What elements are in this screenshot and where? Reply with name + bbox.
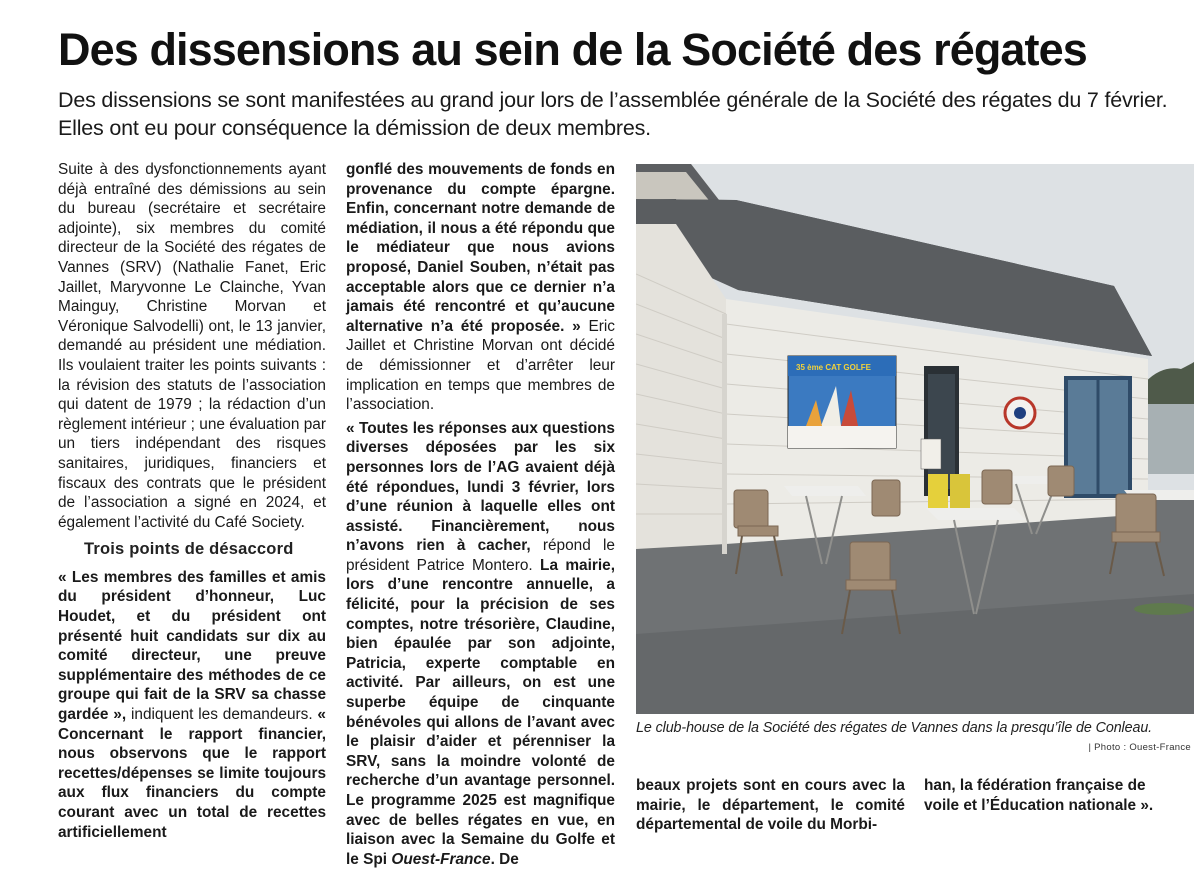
paragraph-intro: Suite à des dysfonctionnements ayant déjà entraîné des démissions au sein du bureau (secrétaire et secrétaire adjointe), six membres du comité directeur de la Société des régates de Vannes (SRV) (Nathalie Fanet, Eric Jaillet, Maryvonne Le Clainche, Yvan Mainguy, Christine Morvan et Véronique Salvodelli) ont, le 13 janvier, demandé au président une médiation. Ils voulaient traiter les points suivants : la révision des statuts de l’association qui datent de 1979 ; la rédaction d’un règlement intérieur ; une évaluation par un tiers indépendant des risques sanitaires, juridiques, financiers et fiscaux des contrats que le président de l’association a signé en 2024, et également l’activité du Café Society. bbox=[58, 161, 326, 531]
closing-text: han, la fédération française de voile et l’Éducation nationale ». bbox=[924, 777, 1154, 814]
president-quote-2: La mairie, lors d’une rencontre annuelle, a félicité, pour la précision de ses comptes, notre trésorière, Claudine, bien épaulée par son adjointe, Patricia, experte comptable en activité. Par ailleurs, on est une superbe équipe de cinquante bénévoles qui allons de l’avant avec le plaisir d’aider et pérenniser la SRV, sans la moindre volonté de recherche d’un avantage personnel. Le programme 2025 est magnifique avec de belles régates en vue, en liaison avec la Semaine du Golfe et le Spi bbox=[346, 556, 615, 868]
headline: Des dissensions au sein de la Société des régates bbox=[58, 24, 1087, 75]
resignation-text: Eric Jaillet et Christine Morvan ont décidé de démissionner et d’arrêter leur implication en temps que membres de l’association. bbox=[346, 317, 615, 414]
subheading: Trois points de désaccord bbox=[84, 540, 294, 559]
clubhouse-illustration bbox=[636, 164, 1194, 714]
clubhouse-photo bbox=[636, 164, 1194, 714]
quote-bold-2: « Concernant le rapport financier, nous observons que le rapport recettes/dépenses se limite toujours aux flux financiers du compte courant avec un total de recettes artificiellement bbox=[58, 706, 326, 841]
president-quote-3: . De bbox=[490, 850, 519, 868]
column-4 bbox=[924, 776, 1172, 815]
photo-caption: Le club-house de la Société des régates de Vannes dans la presqu’île de Conleau. bbox=[636, 720, 1153, 736]
president-attribution: répond le président Patrice Montero. bbox=[346, 537, 615, 574]
column-2 bbox=[346, 160, 615, 869]
paragraph-quote-cont bbox=[346, 160, 615, 415]
paragraph-quote bbox=[58, 568, 326, 842]
president-quote: « Toutes les réponses aux questions diverses déposées par les six personnes lors de l’AG avaient déjà été répondues, lundi 3 février, lors d’une réunion à laquelle elles ont assisté. Financièrement, nous n’avons rien à cacher, bbox=[346, 419, 615, 555]
paragraph-president bbox=[346, 419, 615, 870]
photo-credit: | Photo : Ouest-France bbox=[1088, 742, 1191, 753]
column-3 bbox=[636, 776, 905, 835]
quote-bold: gonflé des mouvements de fonds en provenance du compte épargne. Enfin, concernant notre demande de médiation, il nous a été répondu que le médiateur que nous avions proposé, Daniel Souben, n’était pas acceptable alors que ce dernier n’a jamais été rencontré et qu’aucune alternative n’a été proposée. » bbox=[346, 161, 615, 335]
quote-bold: « Les membres des familles et amis du président d’honneur, Luc Houdet, et du président ont présenté huit candidats sur dix au comité directeur, une preuve supplémentaire des méthodes de ce groupe qui fait de la SRV sa chasse gardée », bbox=[58, 568, 326, 724]
poster-title: 35 ème CAT GOLFE bbox=[796, 363, 871, 372]
lede: Des dissensions se sont manifestées au grand jour lors de l’assemblée générale de la Société des régates du 7 février. Elles ont eu pour conséquence la démission de deux membres. bbox=[58, 88, 1168, 140]
column-1 bbox=[58, 160, 326, 842]
newspaper-name: Ouest-France bbox=[391, 850, 491, 868]
quote-attribution: indiquent les demandeurs. bbox=[126, 706, 313, 724]
continuation-text: beaux projets sont en cours avec la mairie, le département, le comité départemental de voile du Morbi- bbox=[636, 777, 905, 834]
